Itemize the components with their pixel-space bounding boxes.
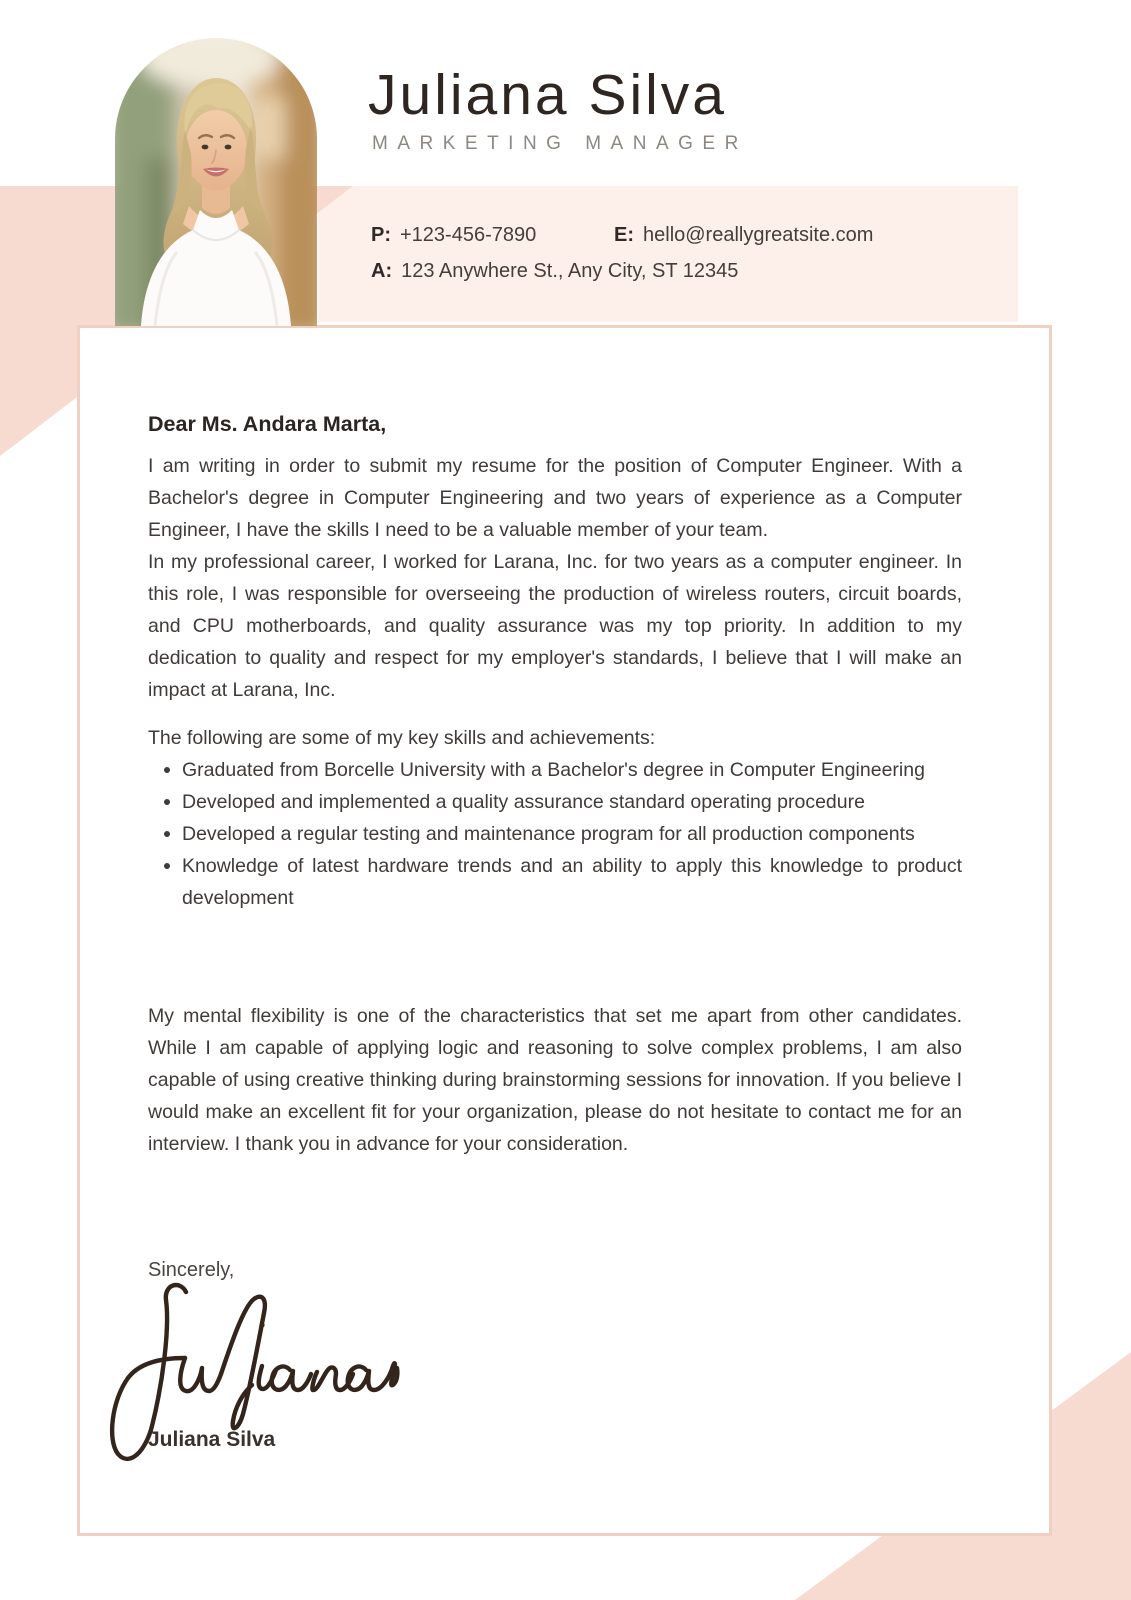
phone-value: +123-456-7890 [400,224,537,246]
contact-phone [371,224,536,247]
email-label: E: [614,224,634,246]
intro-paragraphs [148,450,962,706]
address-value: 123 Anywhere St., Any City, ST 12345 [401,260,739,282]
paragraph-1: I am writing in order to submit my resume for the position of Computer Engineer. With a Bachelor's degree in Computer Engineering and two years of experience as a Computer Engineer, I have the skills I need to be a valuable member of your team. [148,455,962,541]
signoff: Sincerely, [148,1259,235,1281]
email-value: hello@reallygreatsite.com [643,224,874,246]
profile-photo-illustration [115,38,317,326]
list-item: Developed and implemented a quality assurance standard operating procedure [148,786,962,818]
contact-address [371,260,738,283]
phone-label: P: [371,224,391,246]
list-item: Developed a regular testing and maintenance program for all production components [148,818,962,850]
role-subtitle: MARKETING MANAGER [372,133,748,154]
paragraph-2: In my professional career, I worked for Larana, Inc. for two years as a computer engineer. In this role, I was responsible for overseeing the production of wireless routers, circuit boards, and CPU motherboards, and quality assurance was my top priority. In addition to my dedication to quality and respect for my employer's standards, I believe that I will make an impact at Larana, Inc. [148,551,962,701]
page-title-name: Juliana Silva [368,63,728,127]
profile-photo [115,38,317,326]
handwritten-signature [102,1278,402,1476]
contact-email [614,224,873,247]
address-label: A: [371,260,393,282]
signature-name: Juliana Silva [148,1428,276,1451]
closing-paragraph: My mental flexibility is one of the characteristics that set me apart from other candidates. While I am capable of applying logic and reasoning to solve complex problems, I am also capable of using creative thinking during brainstorming sessions for innovation. If you believe I would make an excellent fit for your organization, please do not hesitate to contact me for an interview. I thank you in advance for your consideration. [148,1005,962,1155]
salutation: Dear Ms. Andara Marta, [148,412,387,436]
list-item: Graduated from Borcelle University with a Bachelor's degree in Computer Engineering [148,754,962,786]
contact-panel-background [318,186,1018,322]
list-item: Knowledge of latest hardware trends and an ability to apply this knowledge to product development [148,850,962,914]
skills-list [148,754,962,914]
skills-intro: The following are some of my key skills and achievements: [148,727,656,749]
